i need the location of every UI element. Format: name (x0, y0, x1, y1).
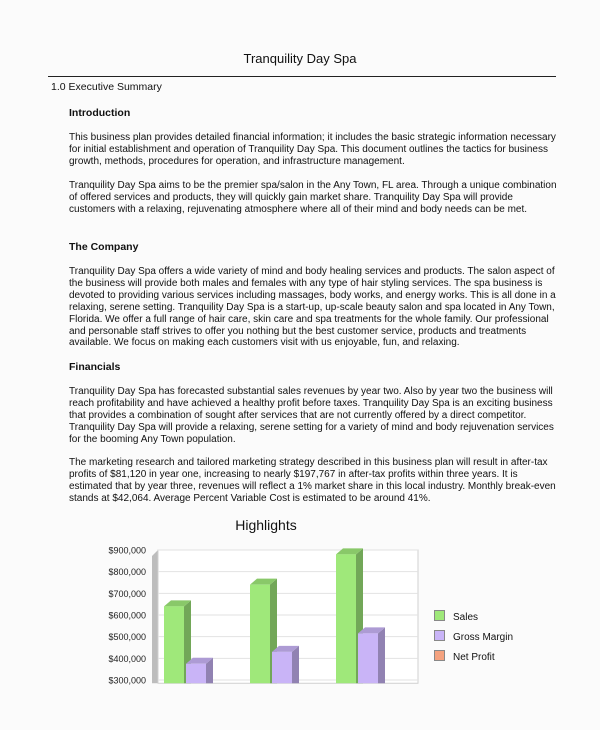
bar-gross-margin-3 (358, 633, 378, 683)
y-tick-label: $400,000 (108, 653, 146, 664)
y-tick-label: $500,000 (108, 632, 146, 643)
plot-side-wall (152, 550, 158, 683)
bar-sales-3 (336, 554, 356, 683)
section-title: 1.0 Executive Summary (51, 81, 162, 93)
bar-gross-margin-1 (186, 664, 206, 684)
introduction-paragraph-2: Tranquility Day Spa aims to be the premier spa/salon in the Any Town, FL area. Through a unique combination of offered services and products, they will quickly gain market share. Tranquility Day Spa will provide customers with a relaxing, rejuvenating atmosphere where all of their mind and body needs can be met. (69, 180, 557, 215)
title-rule (48, 76, 556, 77)
company-paragraph: Tranquility Day Spa offers a wide variety of mind and body healing services and products. The salon aspect of the business will provide both males and females with any type of hair styling services. The spa business is devoted to providing various services including massages, body works, and energy works. This is all done in a relaxing, serene setting. Tranquility Day Spa is a start-up, up-scale beauty salon and spa located in Any Town, Florida. We offer a full range of hair care, skin care and spa treatments for the whole family. Our professional and personable staff strives to offer you nothing but the best customer service, products and treatments available. We focus on making each customers visit with us enjoyable, fun, and relaxing. (69, 266, 556, 349)
legend-gross-margin (434, 630, 513, 643)
bar-side-gross-margin-2 (292, 646, 299, 683)
legend-label-gross-margin: Gross Margin (453, 632, 514, 643)
y-tick-label: $600,000 (108, 610, 146, 621)
chart-title: Highlights (235, 517, 297, 533)
financials-paragraph-2: The marketing research and tailored marketing strategy described in this business plan will result in after-tax profits of $81,120 in year one, increasing to nearly $197,767 in after-tax profits within three years. It is estimated that by year three, revenues will reflect a 1% market share in this local industry. Monthly break-even stands at $42,064. Average Percent Variable Cost is estimated to be around 41%. (69, 457, 556, 504)
introduction-paragraph-1: This business plan provides detailed financial information; it includes the basic strategic information necessary for initial establishment and operation of Tranquility Day Spa. This document outlines the tactics for business growth, methods, procedures for operation, and infrastructure management. (69, 132, 556, 167)
bar-gross-margin-2 (272, 652, 292, 683)
legend-swatch-net-profit (434, 650, 445, 661)
bar-sales-1 (164, 606, 184, 683)
legend-net-profit (434, 650, 495, 663)
legend-label-net-profit: Net Profit (453, 652, 495, 663)
legend-swatch-sales (434, 610, 445, 621)
highlights-chart (0, 535, 600, 685)
legend-swatch-gross-margin (434, 630, 445, 641)
legend-sales (434, 610, 478, 623)
introduction-heading: Introduction (69, 107, 131, 119)
y-tick-label: $800,000 (108, 567, 146, 578)
bar-side-gross-margin-3 (378, 627, 385, 683)
financials-heading: Financials (69, 361, 121, 373)
y-tick-label: $300,000 (108, 675, 146, 685)
bar-sales-2 (250, 585, 270, 684)
y-tick-label: $900,000 (108, 545, 146, 556)
company-heading: The Company (69, 241, 139, 253)
document-title: Tranquility Day Spa (243, 51, 357, 66)
legend-label-sales: Sales (453, 612, 479, 623)
y-tick-label: $700,000 (108, 588, 146, 599)
financials-paragraph-1: Tranquility Day Spa has forecasted substantial sales revenues by year two. Also by year two the business will reach profitability and have achieved a healthy profit before taxes. Tranquility Day Spa is an exciting business that provides a combination of sought after services that are not currently offered by a direct competitor. Tranquility Day Spa will provide a relaxing, serene setting for a variety of mind and body rejuvenation services for the booming Any Town population. (69, 386, 554, 445)
